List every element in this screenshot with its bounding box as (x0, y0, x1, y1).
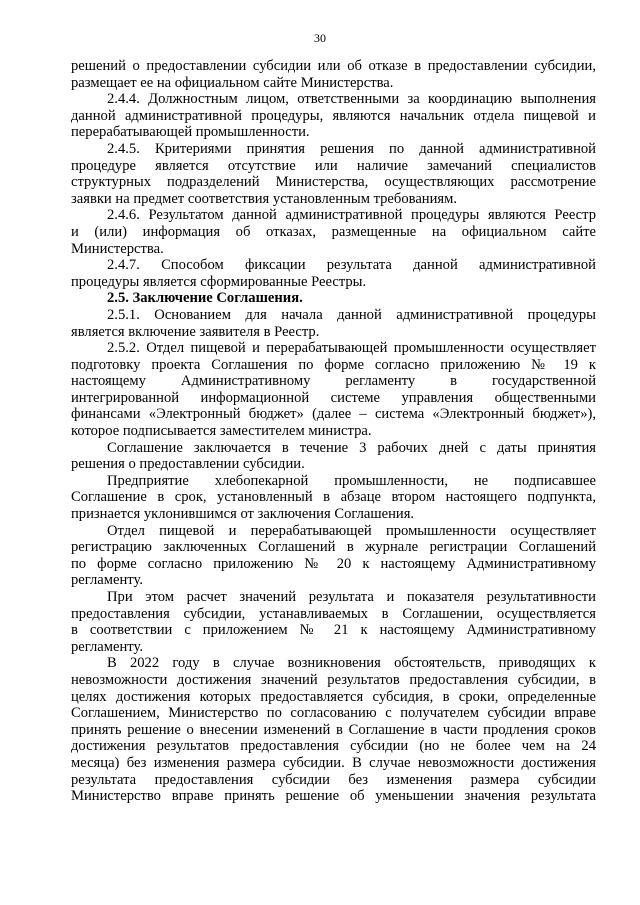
text-line: Министерства. (71, 240, 164, 257)
text-line: в соответствии с приложением № 21 к настоящему Административному (71, 622, 596, 639)
text-line: решения о предоставлении субсидии. (71, 456, 305, 473)
text-line: 2.4.6. Результатом данной административной процедуры являются Реестр (107, 207, 596, 224)
text-line: регламенту. (71, 638, 143, 655)
text-line: размещает ее на официальном сайте Министерства. (71, 74, 394, 91)
text-line: процедуры является сформированные Реестры. (71, 273, 367, 290)
text-line: 2.4.5. Критериями принятия решения по данной административной (107, 140, 596, 157)
text-line: 2.4.4. Должностным лицом, ответственными за координацию выполнения (107, 91, 596, 108)
text-line: заявки на предмет соответствия установленным требованиям. (71, 190, 458, 207)
text-line: является включение заявителя в Реестр. (71, 323, 320, 340)
section-heading: 2.5. Заключение Соглашения. (107, 290, 303, 307)
text-line: Соглашением, Министерство по согласованию с получателем субсидии вправе (71, 705, 596, 722)
text-line: подготовку проекта Соглашения по форме согласно приложению № 19 к (71, 356, 596, 373)
text-line: структурных подразделений Министерства, осуществляющих рассмотрение (71, 174, 596, 191)
text-line: признается уклонившимся от заключения Соглашения. (71, 506, 415, 523)
text-line: перерабатывающей промышленности. (71, 124, 310, 141)
document-body (71, 58, 596, 805)
text-line: процедуре является отсутствие или наличие замечаний специалистов (71, 157, 596, 174)
text-line: которое подписывается заместителем министра. (71, 423, 372, 440)
text-line: интегрированной информационной системе управления общественными (71, 389, 596, 406)
text-line: и (или) информация об отказах, размещенные на официальном сайте (71, 223, 596, 240)
text-line: В 2022 году в случае возникновения обстоятельств, приводящих к (107, 655, 596, 672)
text-line: Отдел пищевой и перерабатывающей промышленности осуществляет (107, 522, 596, 539)
text-line: 2.5.1. Основанием для начала данной административной процедуры (107, 306, 596, 323)
text-line: Предприятие хлебопекарной промышленности, не подписавшее (107, 472, 596, 489)
text-line: невозможности достижения значений результатов предоставления субсидии, в (71, 671, 596, 688)
text-line: Министерство вправе принять решение об уменьшении значения результата (71, 788, 596, 805)
text-line: целях достижения которых предоставляется субсидия, в сроки, определенные (71, 688, 596, 705)
text-line: достижения результатов предоставления субсидии (но не более чем на 24 (71, 738, 596, 755)
text-line: результата предоставления субсидии без изменения размера субсидии (71, 771, 596, 788)
text-line: Соглашение заключается в течение 3 рабочих дней с даты принятия (107, 439, 596, 456)
text-line: регламенту. (71, 572, 143, 589)
text-line: решений о предоставлении субсидии или об отказе в предоставлении субсидии, (71, 58, 596, 74)
text-line: данной административной процедуры, являются начальник отдела пищевой и (71, 107, 596, 124)
text-line: При этом расчет значений результата и показателя результативности (107, 589, 596, 605)
text-line: Соглашение в срок, установленный в абзаце втором настоящего подпункта, (71, 489, 596, 506)
text-line: по форме согласно приложению № 20 к настоящему Административному (71, 555, 596, 572)
text-line: настоящему Административному регламенту в государственной (71, 373, 596, 390)
page-number: 30 (314, 31, 326, 45)
text-line: месяца) без изменения размера субсидии. В случае невозможности достижения (71, 754, 596, 771)
text-line: финансами «Электронный бюджет» (далее – система «Электронный бюджет»), (71, 406, 596, 423)
text-line: предоставления субсидии, устанавливаемых в Соглашении, осуществляется (71, 605, 596, 622)
text-line: принять решение о внесении изменений в Соглашение в части продления сроков (71, 721, 596, 738)
text-line: 2.5.2. Отдел пищевой и перерабатывающей промышленности осуществляет (107, 340, 596, 357)
text-line: 2.4.7. Способом фиксации результата данной административной (107, 257, 596, 274)
text-line: регистрацию заключенных Соглашений в журнале регистрации Соглашений (71, 539, 596, 556)
